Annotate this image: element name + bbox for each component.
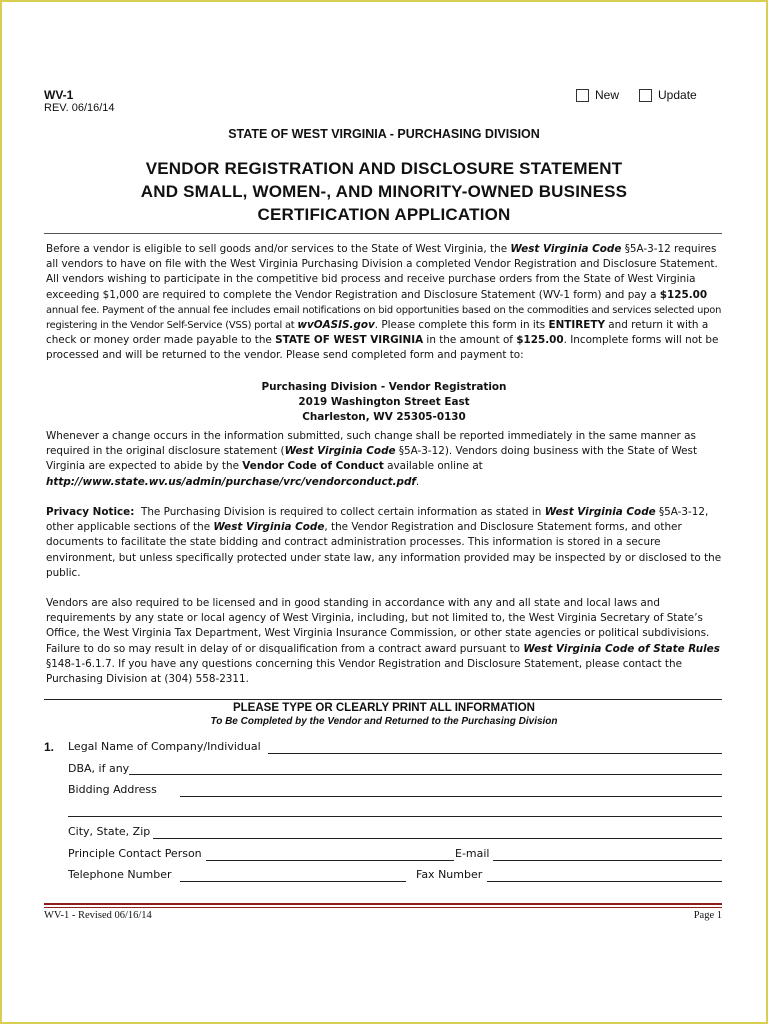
change-text: §5A-3-12). Vendors doing business with the State of West Virginia are expected to abide by the xyxy=(46,445,698,473)
page-number: Page 1 xyxy=(693,910,722,921)
change-text: . xyxy=(415,475,420,488)
city-state-zip-label: City, State, Zip xyxy=(68,825,151,838)
bidding-address-field[interactable] xyxy=(180,796,722,797)
portal-link[interactable]: wvOASIS.gov xyxy=(297,319,375,332)
contact-person-label: Principle Contact Person xyxy=(68,847,202,860)
footer-rule xyxy=(44,903,722,905)
agency-heading: STATE OF WEST VIRGINIA - PURCHASING DIVISION xyxy=(228,127,540,141)
footer-form-revision: WV-1 - Revised 06/16/14 xyxy=(44,910,152,921)
licensing-text: Vendors are also required to be licensed and in good standing in accordance with any and all state and local laws and requirements by any state or local agency of West Virginia, including, but not limited to, the West Virginia Secretary of State’s Office, the West Virginia Tax Department, West Virginia Insurance Commission, or other state agencies or political subdivisions. Failure to do so may result in delay of or disqualification from a contract award pursuant to xyxy=(46,597,710,655)
section-divider xyxy=(44,699,722,700)
change-text: Whenever a change occurs in the information submitted, such change shall be reported immediately in the same manner as required in the original disclosure statement ( xyxy=(46,430,696,458)
intro-code-ref: West Virginia Code xyxy=(510,243,622,255)
email-field[interactable] xyxy=(493,860,722,861)
form-title xyxy=(0,157,768,226)
legal-name-label: Legal Name of Company/Individual xyxy=(68,740,261,753)
intro-text: in the amount of xyxy=(423,334,517,347)
intro-text: . Incomplete forms will not be processed and will be returned to the vendor. Please send completed form and payment to: xyxy=(46,334,719,362)
contact-person-field[interactable] xyxy=(206,860,454,861)
address-line-2: 2019 Washington Street East xyxy=(298,396,470,409)
privacy-label: Privacy Notice: xyxy=(46,506,135,518)
privacy-text: The Purchasing Division is required to collect certain information as stated in xyxy=(134,506,545,518)
title-line-3: CERTIFICATION APPLICATION xyxy=(257,205,511,224)
checkbox-update-label: Update xyxy=(658,88,697,102)
licensing-text: §148-1-6.1.7. If you have any questions concerning this Vendor Registration and Disclosure Statement, please contact the Purchasing Division at (304) 558-2311. xyxy=(46,657,682,686)
intro-text: and return it with a check or money order made payable to the xyxy=(46,319,709,347)
licensing-paragraph xyxy=(46,596,722,687)
intro-paragraph xyxy=(46,242,722,364)
privacy-code-ref: West Virginia Code xyxy=(213,521,325,534)
dba-field[interactable] xyxy=(129,774,722,775)
telephone-label: Telephone Number xyxy=(68,868,172,881)
change-code-ref: West Virginia Code xyxy=(284,445,396,458)
title-line-1: VENDOR REGISTRATION AND DISCLOSURE STATEMENT xyxy=(145,159,623,178)
form-id: WV-1 xyxy=(44,88,74,102)
change-text: available online at xyxy=(383,460,483,473)
checkbox-update[interactable] xyxy=(639,88,697,102)
state-rules-ref: West Virginia Code of State Rules xyxy=(523,642,720,655)
privacy-code-ref: West Virginia Code xyxy=(544,506,656,518)
email-label: E-mail xyxy=(455,847,490,860)
section-number: 1. xyxy=(44,740,55,754)
checkbox-update-box[interactable] xyxy=(639,89,652,102)
city-state-zip-field[interactable] xyxy=(153,838,722,839)
dba-label: DBA, if any xyxy=(68,762,130,775)
address-line-3: Charleston, WV 25305-0130 xyxy=(302,411,466,424)
fax-field[interactable] xyxy=(487,881,722,882)
print-instruction: PLEASE TYPE OR CLEARLY PRINT ALL INFORMATION xyxy=(232,702,535,714)
conduct-url-link[interactable]: http://www.state.wv.us/admin/purchase/vrc/vendorconduct.pdf xyxy=(46,475,416,488)
intro-payee: STATE OF WEST VIRGINIA xyxy=(275,334,424,347)
checkbox-new-box[interactable] xyxy=(576,89,589,102)
intro-text: annual fee. Payment of the annual fee includes email notifications on bid opportunities based on the commodities and services selected upon registering in the Vendor Self-Service (VSS) portal at xyxy=(46,304,722,332)
fax-label: Fax Number xyxy=(416,868,483,881)
completion-instruction: To Be Completed by the Vendor and Returned to the Purchasing Division xyxy=(210,716,558,727)
privacy-text: , the Vendor Registration and Disclosure Statement forms, and other documents to facilitate the state bidding and contract administration processes. This information is stored in a secure environment, but unless specifically protected under state law, any information provided may be inspected by or disclosed to the public. xyxy=(46,521,722,579)
intro-text: . Please complete this form in its xyxy=(374,319,549,332)
conduct-ref: Vendor Code of Conduct xyxy=(242,460,384,473)
bidding-address-label: Bidding Address xyxy=(68,783,157,796)
footer-rule-thin xyxy=(44,907,722,908)
checkbox-new[interactable] xyxy=(576,88,619,102)
address-line-1: Purchasing Division - Vendor Registration xyxy=(261,381,507,393)
privacy-text: §5A-3-12, other applicable sections of the xyxy=(46,506,709,534)
telephone-field[interactable] xyxy=(180,881,406,882)
title-divider xyxy=(44,233,722,234)
title-line-2: AND SMALL, WOMEN-, AND MINORITY-OWNED BUSINESS xyxy=(140,182,628,201)
change-paragraph xyxy=(46,429,722,490)
legal-name-field[interactable] xyxy=(268,753,722,754)
revision-date: REV. 06/16/14 xyxy=(44,102,115,114)
checkbox-new-label: New xyxy=(595,88,620,102)
privacy-paragraph xyxy=(46,505,722,581)
intro-text: §5A-3-12 requires all vendors to have on file with the West Virginia Purchasing Division a completed Vendor Registration and Disclosure Statement. All vendors wishing to participate in the competitive bid process and receive purchase orders from the State of West Virginia exceeding $1,000 are required to complete the Vendor Registration and Disclosure Statement (WV-1 form) and pay a xyxy=(46,243,718,301)
intro-fee: $125.00 xyxy=(659,288,708,301)
intro-entirety: ENTIRETY xyxy=(548,319,605,332)
bidding-address-field-line-2[interactable] xyxy=(68,816,722,817)
mailing-address xyxy=(0,380,768,426)
intro-text: Before a vendor is eligible to sell goods and/or services to the State of West Virginia, the xyxy=(46,243,511,255)
intro-amount: $125.00 xyxy=(516,334,564,347)
